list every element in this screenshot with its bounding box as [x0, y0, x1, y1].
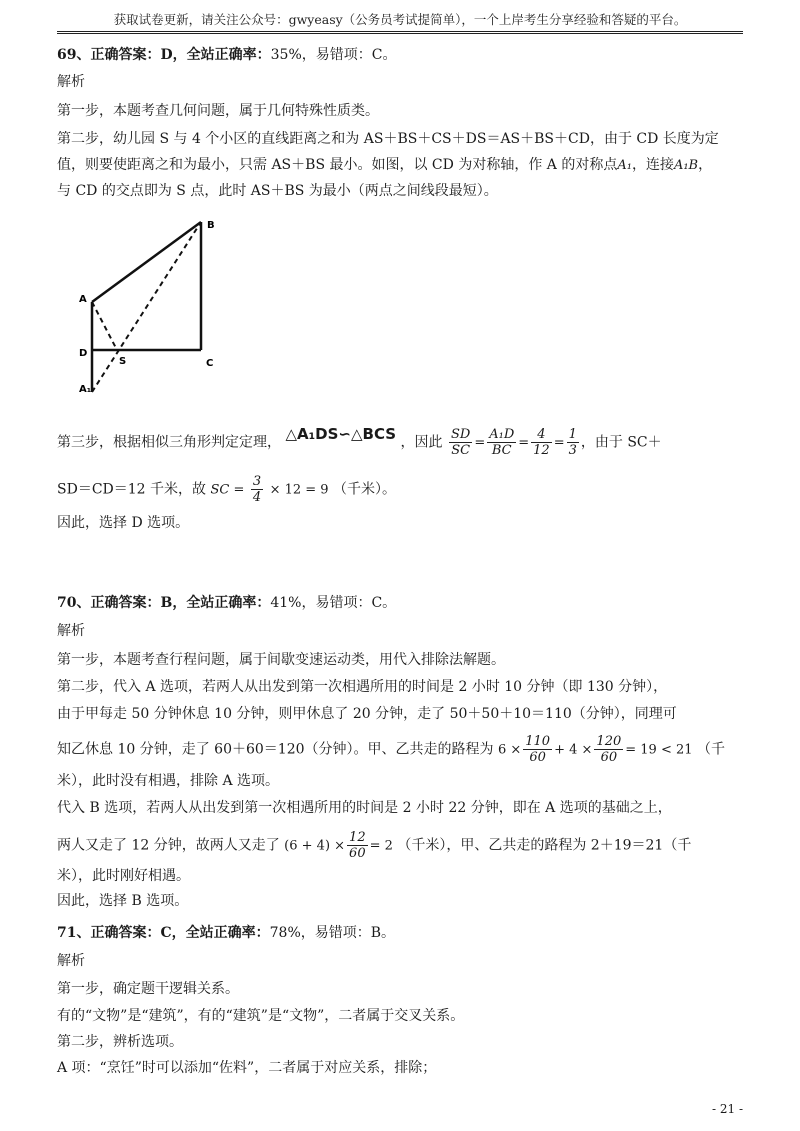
q70-calc-b1: (6 + 4) × [284, 838, 346, 854]
q69-step3b-end: （千米）。 [333, 481, 397, 498]
frac-den: 60 [349, 846, 366, 861]
q69-similar-triangles: △A₁DS∽△BCS [285, 424, 397, 443]
label-a: A [79, 294, 87, 305]
frac-num: 3 [252, 474, 262, 489]
q69-calc: × 12 = 9 [269, 482, 329, 498]
q70-step2a: 第二步，代入 A 选项，若两人从出发到第一次相遇所用的时间是 2 小时 10 分钟（即 130 分钟）， [57, 679, 668, 695]
segment-ab [92, 222, 201, 302]
q69-step2b-pre: 值，则要使距离之和为最小，只需 AS＋BS 最小。如图，以 CD 为对称轴，作 A 的对称点 [57, 157, 618, 173]
frac-den: BC [491, 443, 512, 458]
q70-step2c-pre: 知乙休息 10 分钟，走了 60＋60＝120（分钟）。甲、乙共走的路程为 [57, 741, 494, 758]
q70-step1: 第一步，本题考查行程问题，属于间歇变速运动类，用代入排除法解题。 [57, 652, 505, 668]
frac-den: 4 [252, 490, 262, 505]
q71-option-a: A 项：“烹饪”时可以添加“佐料”，二者属于对应关系，排除； [57, 1060, 437, 1076]
q70-title-text: 70、正确答案：B，全站正确率： [57, 595, 271, 611]
q69-step2c: 与 CD 的交点即为 S 点，此时 AS＋BS 为最小（两点之间线段最短）。 [57, 183, 498, 199]
q70-step3a: 代入 B 选项，若两人从出发到第一次相遇所用的时间是 2 小时 22 分钟，即在 A 选项的基础之上， [57, 800, 672, 816]
frac-num: 12 [349, 830, 366, 845]
q69-title-text: 69、正确答案：D，全站正确率： [57, 47, 271, 63]
frac-a1d-bc [487, 427, 516, 458]
q70-calc-a2: + 4 × [554, 742, 593, 758]
q71-step1b: 有的“文物”是“建筑”，有的“建筑”是“文物”，二者属于交叉关系。 [57, 1008, 465, 1024]
frac-110-60 [523, 734, 552, 765]
q69-step3b-pre: SD＝CD＝12 千米，故 [57, 481, 207, 498]
q69-step3-mid: ，因此 [400, 434, 443, 451]
page-header: 获取试卷更新，请关注公众号：gwyeasy（公务员考试提简单），一个上岸考生分享经验和答疑的平台。 [113, 12, 687, 27]
q70-jiexi: 解析 [57, 623, 85, 639]
header-rule [57, 31, 743, 34]
q69-rate: 35%，易错项：C。 [270, 47, 397, 63]
q70-step2b: 由于甲每走 50 分钟休息 10 分钟，则甲休息了 20 分钟，走了 50＋50＋10＝110（分钟），同理可 [57, 706, 677, 722]
frac-den: 60 [600, 750, 618, 765]
q71-title [57, 922, 395, 942]
q70-calc-b2: = 2 [369, 838, 393, 854]
q69-point-a1: A₁ [617, 158, 632, 173]
label-d: D [79, 348, 88, 359]
label-b: B [207, 220, 215, 231]
frac-num: 110 [525, 734, 551, 749]
q69-jiexi: 解析 [57, 74, 85, 90]
frac-num: 120 [596, 734, 622, 749]
q70-step2c-end: （千 [696, 741, 725, 758]
label-s: S [119, 356, 127, 367]
segment-as-dashed [92, 302, 117, 350]
q70-title [57, 592, 396, 612]
q70-step3b [57, 830, 691, 861]
q71-step2: 第二步，辨析选项。 [57, 1034, 183, 1050]
q70-rate: 41%，易错项：C。 [270, 595, 397, 611]
frac-num: 4 [531, 427, 552, 443]
frac-4-12 [531, 427, 552, 458]
frac-12-60 [347, 830, 368, 861]
q69-step2b [57, 154, 712, 174]
q69-conclusion: 因此，选择 D 选项。 [57, 515, 190, 531]
frac-den: 60 [529, 750, 546, 765]
q69-step2a: 第二步，幼儿园 S 与 4 个小区的直线距离之和为 AS＋BS＋CS＋DS＝AS＋BS＋CD，由于 CD 长度为定 [57, 131, 719, 147]
page-number: - 21 - [712, 1102, 744, 1116]
q70-step3b-end: （千米），甲、乙共走的路程为 2＋19＝21（千 [397, 837, 692, 854]
frac-120-60 [594, 734, 623, 765]
q69-step3b [57, 474, 396, 505]
q70-step3c: 米），此时刚好相遇。 [57, 868, 190, 884]
q70-step3b-pre: 两人又走了 12 分钟，故两人又走了 [57, 837, 280, 854]
frac-1-3 [567, 427, 579, 458]
q71-step1: 第一步，确定题干逻辑关系。 [57, 981, 239, 997]
frac-sd-sc [449, 427, 472, 458]
frac-num: A₁D [489, 427, 515, 442]
q69-step3: 第三步，根据相似三角形判定定理， △A₁DS∽△BCS ，因此 $\frac{SD}{SC}$ = $\frac{\text{A₁D}}{BC}$ = $\frac{4}{12}$ = $\frac{1}{3}$ ，由于 SC＋ [57, 424, 662, 458]
q71-rate: 78%，易错项：B。 [269, 925, 396, 941]
q70-calc-a1: 6 × [497, 742, 522, 758]
q69-step2b-end: ， [698, 157, 713, 173]
frac-den: 12 [533, 443, 550, 458]
q71-jiexi: 解析 [57, 953, 85, 969]
q69-title [57, 44, 396, 64]
q70-step2d: 米），此时没有相遇，排除 A 选项。 [57, 773, 280, 789]
frac-den: SC [451, 443, 471, 458]
geometry-figure [79, 214, 239, 394]
q70-calc-a3: = 19 < 21 [625, 742, 693, 758]
frac-den: 3 [568, 443, 577, 458]
q69-step3-end: ，由于 SC＋ [580, 434, 662, 451]
segment-a1b-dashed [92, 222, 201, 392]
label-a1: A₁ [79, 384, 92, 394]
frac-num: SD [450, 427, 471, 442]
frac-3-4 [251, 474, 263, 505]
label-c: C [206, 358, 214, 369]
q70-step2c [57, 734, 725, 765]
q69-step2b-mid: ，连接 [631, 157, 674, 173]
q69-sc-eq: SC = [210, 482, 245, 498]
q71-title-text: 71、正确答案：C，全站正确率： [57, 925, 270, 941]
q69-step3-pre: 第三步，根据相似三角形判定定理， [57, 434, 281, 451]
q69-step1: 第一步，本题考查几何问题，属于几何特殊性质类。 [57, 103, 379, 119]
frac-num: 1 [568, 427, 577, 442]
q69-segment-a1b: A₁B [673, 158, 699, 173]
q70-conclusion: 因此，选择 B 选项。 [57, 893, 189, 909]
